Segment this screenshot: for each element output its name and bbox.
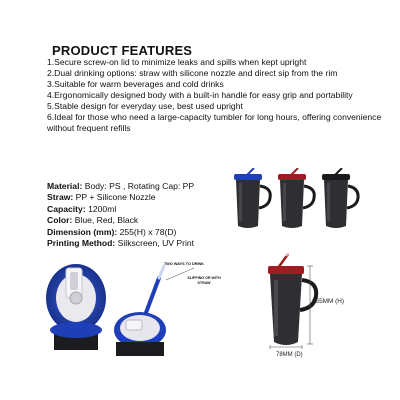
- spec-label: Capacity:: [47, 203, 86, 214]
- spec-label: Straw:: [47, 192, 74, 203]
- feature-item: 3.Suitable for warm beverages and cold drinks: [47, 79, 224, 89]
- spec-value: PP + Silicone Nozzle: [73, 192, 156, 203]
- spec-label: Dimension (mm):: [47, 226, 118, 237]
- callout-two-ways: TWO WAYS TO DRINK: [163, 262, 205, 266]
- spec-color: [47, 215, 194, 226]
- callout-straw: STRAW: [197, 281, 211, 285]
- tumbler-black: [322, 168, 358, 228]
- spec-straw: [47, 192, 194, 203]
- lid-angled-view: [114, 266, 166, 356]
- tumbler-blue: [234, 168, 270, 228]
- spec-printing: [47, 238, 194, 249]
- lid-top-view: [46, 264, 106, 350]
- feature-item: 1.Secure screw-on lid to minimize leaks and spills when kept upright: [47, 57, 307, 67]
- tumbler-dimension-image: [262, 250, 374, 362]
- diameter-label: 78MM (D): [276, 352, 303, 358]
- tumbler-red: [278, 168, 314, 228]
- tumbler-color-variants-image: [228, 168, 360, 232]
- spec-value: Body: PS , Rotating Cap: PP: [82, 181, 195, 191]
- spec-list: [47, 181, 194, 249]
- height-label: 255MM (H): [312, 298, 344, 305]
- spec-capacity: [47, 204, 194, 215]
- spec-label: Printing Method:: [47, 238, 116, 249]
- feature-item: 4.Ergonomically designed body with a built-in handle for easy grip and portability: [47, 90, 353, 100]
- diameter-dimension-line: [270, 345, 302, 349]
- feature-item: 2.Dual drinking options: straw with silicone nozzle and direct sip from the rim: [47, 68, 338, 78]
- lid-closeup-image: [44, 258, 224, 358]
- product-features-heading: PRODUCT FEATURES: [52, 43, 193, 58]
- tumbler-large: [268, 253, 316, 345]
- spec-value: 255(H) x 78(D): [117, 226, 177, 237]
- spec-label: Material:: [47, 181, 83, 191]
- spec-value: Silkscreen, UV Print: [115, 238, 195, 249]
- feature-list: [47, 57, 387, 134]
- spec-label: Color:: [47, 215, 73, 226]
- feature-item: 6.Ideal for those who need a large-capacity tumbler for long hours, offering convenience without frequent refills: [47, 112, 382, 133]
- spec-dimension: [47, 227, 194, 238]
- spec-value: Blue, Red, Black: [72, 215, 139, 226]
- feature-item: 5.Stable design for everyday use, best used upright: [47, 101, 243, 111]
- callout-slipping: SLIPPING OR WITH: [187, 276, 221, 280]
- spec-value: 1200ml: [85, 203, 117, 214]
- spec-material: [47, 181, 194, 192]
